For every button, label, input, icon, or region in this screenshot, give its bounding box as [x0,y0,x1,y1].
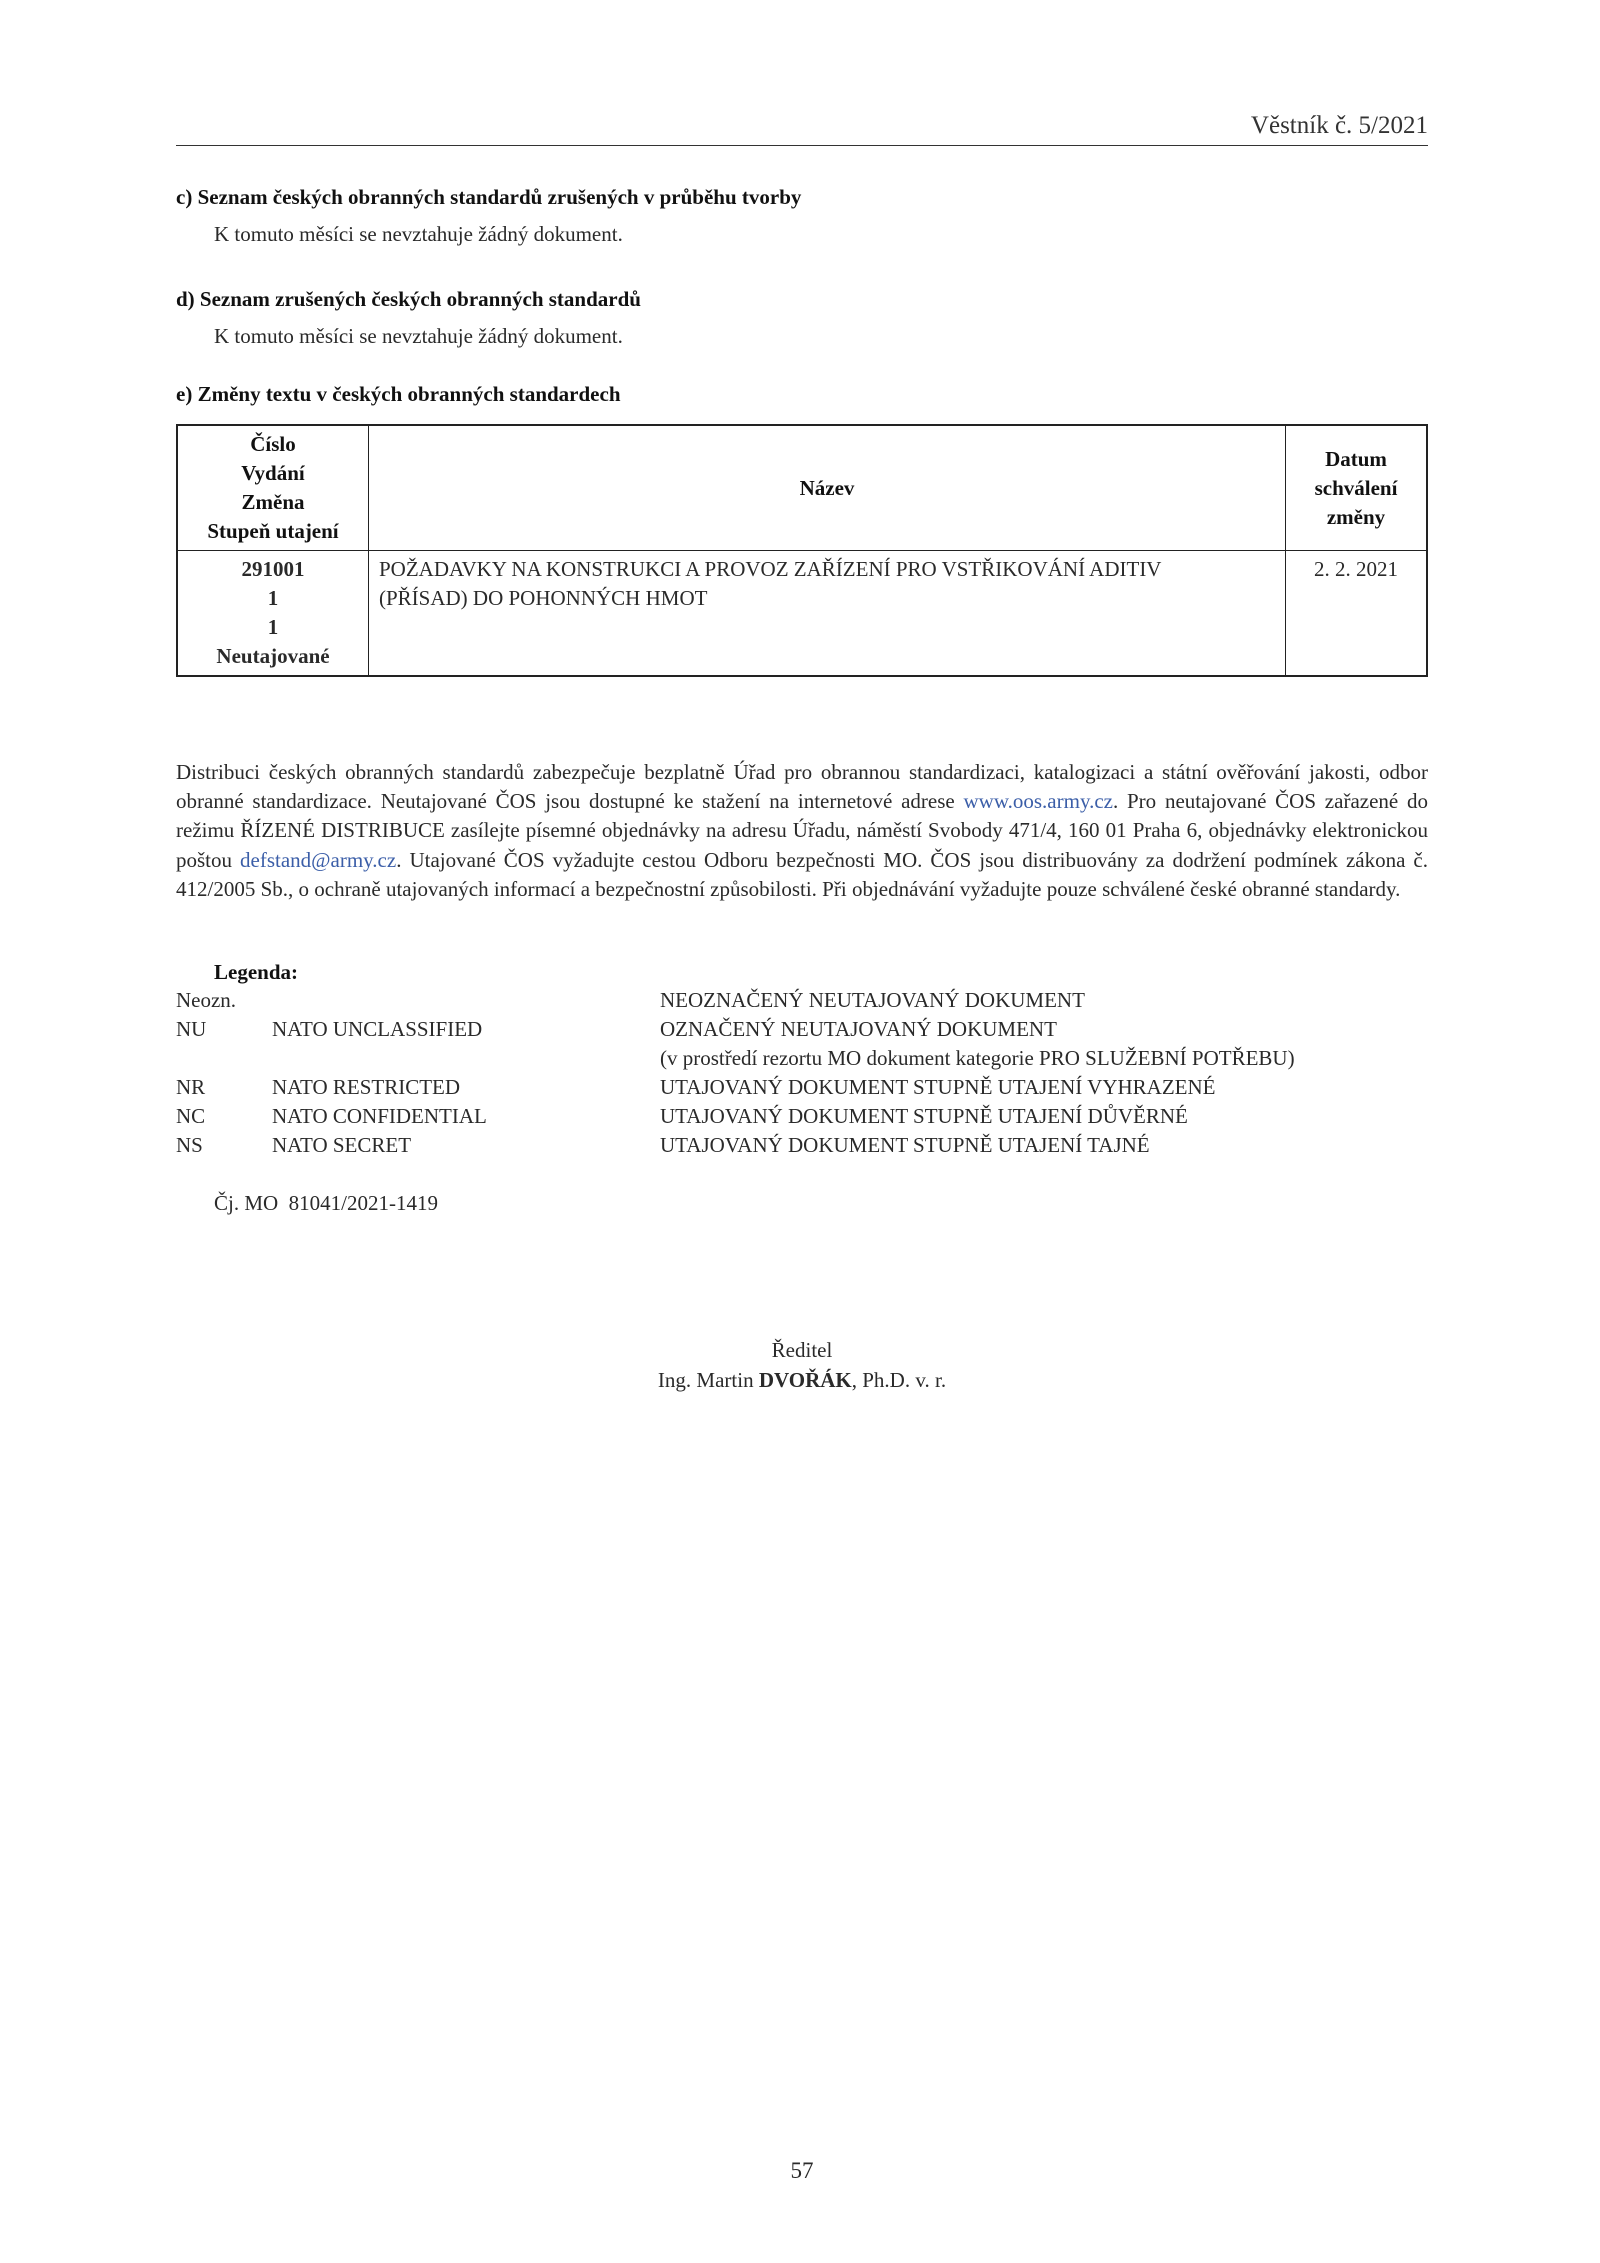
signature-name: Ing. Martin DVOŘÁK, Ph.D. v. r. [657,1368,947,1392]
section-c-note: K tomuto měsíci se nevztahuje žádný dokument. [214,222,623,246]
table-row [177,551,1427,677]
header-cislo: Číslo Vydání Změna Stupeň utajení [177,425,369,551]
legend-title: Legenda: [214,960,298,984]
section-d-note: K tomuto měsíci se nevztahuje žádný dokument. [214,324,623,348]
legend-row: Neozn. NEOZNAČENÝ NEUTAJOVANÝ DOKUMENT [176,988,1085,1012]
cell-approval-date: 2. 2. 2021 [1286,551,1428,677]
reference-number: Čj. MO 81041/2021-1419 [214,1191,439,1215]
section-e-heading: e) Změny textu v českých obranných standardech [176,382,621,406]
page-number: 57 [790,2158,814,2183]
section-d-heading: d) Seznam zrušených českých obranných standardů [176,287,641,311]
legend-row: (v prostředí rezortu MO dokument kategorie PRO SLUŽEBNÍ POTŘEBU) [660,1046,1295,1070]
legend-list [176,988,1428,1162]
legend-row: NS NATO SECRET UTAJOVANÝ DOKUMENT STUPNĚ UTAJENÍ TAJNÉ [176,1133,1150,1157]
section-c-heading: c) Seznam českých obranných standardů zrušených v průběhu tvorby [176,185,802,209]
email-link[interactable]: defstand@army.cz [240,847,397,872]
legend-row: NR NATO RESTRICTED UTAJOVANÝ DOKUMENT STUPNĚ UTAJENÍ VYHRAZENÉ [176,1075,1216,1099]
distribution-paragraph: Distribuci českých obranných standardů zabezpečuje bezplatně Úřad pro obrannou standardizaci, katalogizaci a státní ověřování jakosti, odbor obranné standardizace. Neutajované ČOS jsou dostupné ke stažení na internetové adrese www.oos.army.cz. Pro neutajované ČOS zařazené do režimu ŘÍZENÉ DISTRIBUCE zasílejte písemné objednávky na adresu Úřadu, náměstí Svobody 471/4, 160 01 Praha 6, objednávky elektronickou poštou defstand@army.cz. Utajované ČOS vyžadujte cestou Odboru bezpečnosti MO. ČOS jsou distribuovány za dodržení podmínek zákona č. 412/2005 Sb., o ochraně utajovaných informací a bezpečnostní způsobilosti. Při objednávání vyžadujte pouze schválené české obranné standardy. [176,760,1428,901]
legend-row: NC NATO CONFIDENTIAL UTAJOVANÝ DOKUMENT STUPNĚ UTAJENÍ DŮVĚRNÉ [176,1104,1188,1128]
table-header-row [177,425,1427,551]
cell-standard-number: 291001 1 1 Neutajované [177,551,369,677]
cell-standard-name: POŽADAVKY NA KONSTRUKCI A PROVOZ ZAŘÍZENÍ PRO VSTŘIKOVÁNÍ ADITIV (PŘÍSAD) DO POHONNÝCH HMOT [369,551,1286,677]
header-rule [176,145,1428,146]
header-datum: Datum schválení změny [1286,425,1428,551]
document-page [176,0,1428,2263]
oos-link[interactable]: www.oos.army.cz [963,789,1113,814]
journal-header: Věstník č. 5/2021 [1250,112,1428,139]
signature-title: Ředitel [771,1338,833,1362]
changes-table [176,424,1428,677]
header-nazev: Název [369,425,1286,551]
legend-row: NU NATO UNCLASSIFIED OZNAČENÝ NEUTAJOVANÝ DOKUMENT [176,1017,1057,1041]
